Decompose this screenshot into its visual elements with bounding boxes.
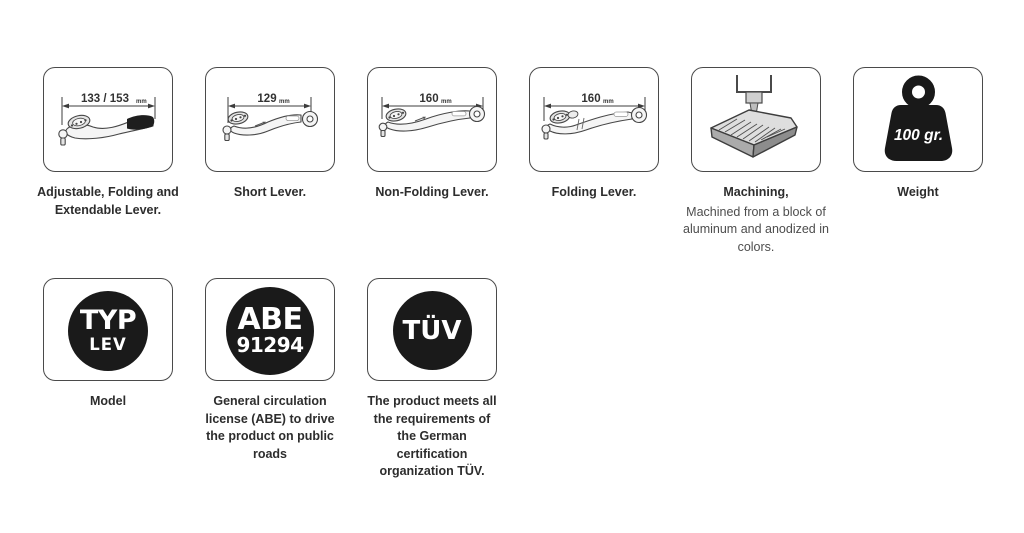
dimension-label: 160 [580,92,601,105]
dimension-label: 160 [418,92,439,105]
dimension-label: 133 / 153 [80,92,129,105]
feature-caption: The product meets all the requirements of the German certification organization TÜV. [367,394,497,478]
tuv-badge-icon [393,291,472,370]
feature-adjustable-lever [37,67,179,256]
short-lever-card [205,67,335,172]
machining-title: Machining, [723,185,789,199]
machining-description: Machined from a block of aluminum and anodized in colors. [683,204,829,254]
dimension-unit: mm [440,98,452,105]
short-lever-diagram-icon [207,69,334,171]
feature-caption: General circulation license (ABE) to drive the product on public roads [205,394,335,461]
feature-caption: Non-Folding Lever. [375,185,489,199]
feature-short-lever [205,67,335,256]
features-row-top [37,67,983,256]
adjustable-lever-card [43,67,173,172]
weight-card [853,67,983,172]
dimension-unit: mm [278,98,290,105]
weight-icon [855,69,982,171]
badge-line1: ABE [237,301,303,337]
feature-abe-license [205,278,335,481]
feature-caption: Adjustable, Folding and Extendable Lever. [37,185,179,217]
nonfolding-lever-card [367,67,497,172]
nonfolding-lever-diagram-icon [369,69,496,171]
typ-lev-badge-icon [68,291,148,371]
abe-card [205,278,335,381]
cnc-milling-icon [693,69,820,171]
dimension-label: 129 [256,92,277,105]
folding-lever-card [529,67,659,172]
feature-model [43,278,173,481]
tuv-card [367,278,497,381]
feature-caption: Short Lever. [233,185,307,199]
feature-tuv-certification [367,278,497,481]
machining-card [691,67,821,172]
model-card [43,278,173,381]
feature-nonfolding-lever [367,67,497,256]
dimension-unit: mm [602,98,614,105]
adjustable-lever-diagram-icon [45,69,172,171]
features-row-bottom [43,278,497,481]
badge-line2: LEV [89,335,127,355]
feature-caption: Model [89,394,127,408]
dimension-unit: mm [135,98,147,105]
feature-caption: Folding Lever. [551,185,637,199]
feature-weight [853,67,983,256]
feature-folding-lever [529,67,659,256]
feature-caption: Weight [897,185,939,199]
folding-lever-diagram-icon [531,69,658,171]
feature-machining [683,67,829,256]
feature-caption [683,184,829,202]
weight-value-label: 100 gr. [893,126,943,144]
badge-line2: 91294 [236,333,304,358]
badge-line1: TÜV [402,315,462,346]
abe-badge-icon [226,287,314,375]
badge-line1: TYP [79,305,137,337]
